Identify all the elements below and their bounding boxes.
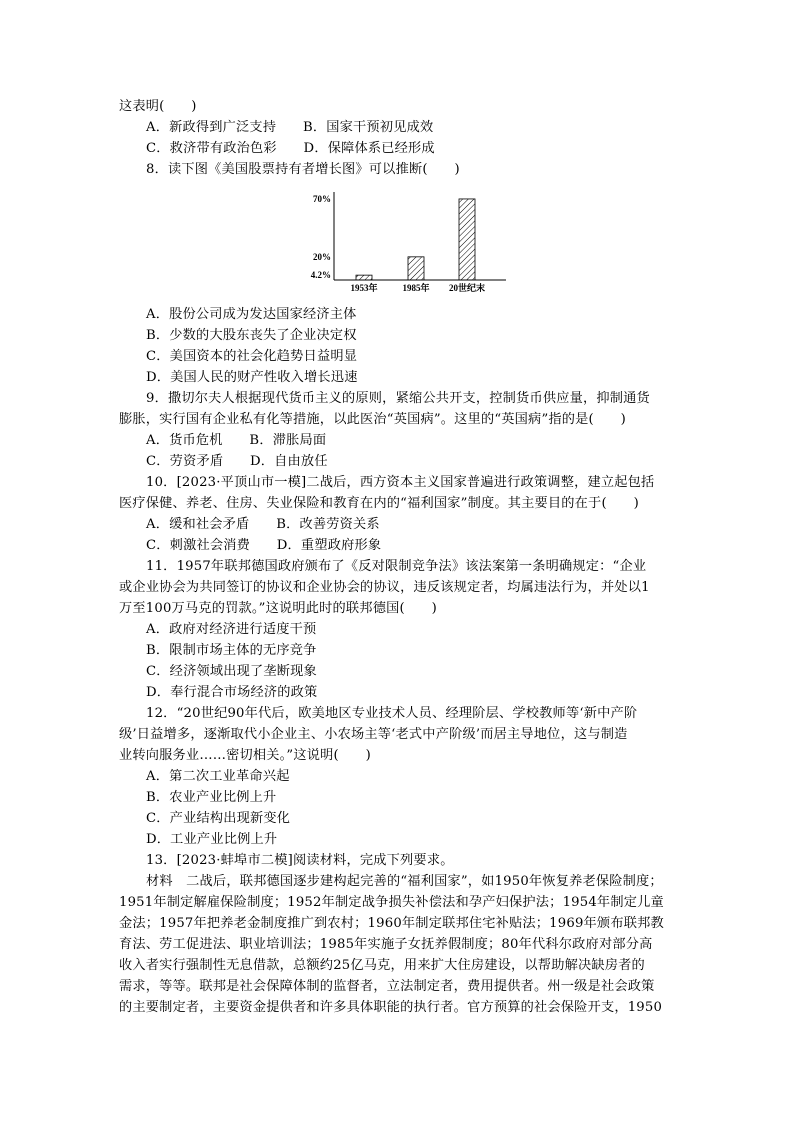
q8-option-b: B．少数的大股东丧失了企业决定权 [146, 328, 357, 343]
question-11-stem-line-3: 万至100万马克的罚款。”这说明此时的联邦德国( ) [119, 601, 437, 616]
question-9-stem-line-1: 9．撒切尔夫人根据现代货币主义的原则，紧缩公共开支，控制货币供应量，抑制通货 [146, 391, 650, 406]
question-10-stem-line-1: 10．[2023·平顶山市一模]二战后，西方资本主义国家普遍进行政策调整，建立起包括 [146, 475, 655, 490]
q12-option-d: D．工业产业比例上升 [146, 832, 278, 847]
q10-options-cd: C．刺激社会消费 D．重塑政府形象 [146, 538, 382, 553]
q9-options-ab: A．货币危机 B．滞胀局面 [146, 433, 327, 448]
material-line-6: 需求，等等。联邦是社会保障体制的监督者，立法制定者，费用提供者。州一级是社会政策 [119, 979, 655, 994]
question-12-stem-line-2: 级’日益增多，逐渐取代小企业主、小农场主等‘老式中产阶级’而居主导地位，这与制造 [119, 727, 628, 742]
material-line-1: 材料 二战后，联邦德国逐步建构起完善的“福利国家”，如1950年恢复养老保险制度； [146, 874, 663, 889]
q11-option-b: B．限制市场主体的无序竞争 [146, 643, 317, 658]
question-9-stem-line-2: 膨胀，实行国有企业私有化等措施，以此医治“英国病”。这里的“英国病”指的是( ) [119, 412, 627, 427]
question-12-stem-line-1: 12．“20世纪90年代后，欧美地区专业技术人员、经理阶层、学校教师等‘新中产阶 [146, 706, 638, 721]
q7-options-ab: A．新政得到广泛支持 B．国家干预初见成效 [146, 120, 434, 135]
q12-option-a: A．第二次工业革命兴起 [146, 769, 290, 784]
question-11-stem-line-1: 11．1957年联邦德国政府颁布了《反对限制竞争法》该法案第一条明确规定：“企业 [146, 559, 647, 574]
q10-options-ab: A．缓和社会矛盾 B．改善劳资关系 [146, 517, 380, 532]
question-11-stem-line-2: 或企业协会为共同签订的协议和企业协会的协议，违反该规定者，均属违法行为，并处以1 [119, 580, 650, 595]
stock-holders-bar-chart [300, 186, 520, 298]
question-12-stem-line-3: 业转向服务业……密切相关。”这说明( ) [119, 748, 372, 763]
y-tick-label: 4.2% [310, 270, 331, 281]
q11-option-c: C．经济领域出现了垄断现象 [146, 664, 317, 679]
q8-option-d: D．美国人民的财产性收入增长迅速 [146, 370, 358, 385]
q8-option-c: C．美国资本的社会化趋势日益明显 [146, 349, 358, 364]
q8-option-a: A．股份公司成为发达国家经济主体 [146, 307, 357, 322]
material-line-5: 收入者实行强制性无息借款，总额约25亿马克，用来扩大住房建设，以帮助解决缺房者的 [119, 958, 645, 973]
material-line-3: 金法；1957年把养老金制度推广到农村；1960年制定联邦住宅补贴法；1969年颁布联邦教 [119, 916, 664, 931]
material-line-4: 育法、劳工促进法、职业培训法；1985年实施子女抚养假制度；80年代科尔政府对部分高 [119, 937, 653, 952]
x-tick-label: 1985年 [402, 283, 430, 293]
bar-2 [459, 199, 475, 280]
q11-option-d: D．奉行混合市场经济的政策 [146, 685, 318, 700]
x-tick-label: 1953年 [350, 283, 378, 293]
q11-option-a: A．政府对经济进行适度干预 [146, 622, 317, 637]
question-10-stem-line-2: 医疗保健、养老、住房、失业保险和教育在内的“福利国家”制度。其主要目的在于( ) [119, 496, 639, 511]
y-tick-label: 70% [313, 193, 331, 204]
bar-1 [408, 257, 424, 280]
material-line-7: 的主要制定者，主要资金提供者和许多具体职能的执行者。官方预算的社会保险开支，1950 [119, 1000, 663, 1015]
material-line-2: 1951年制定解雇保险制度；1952年制定战争损失补偿法和孕产妇保护法；1954年制定儿童 [119, 895, 664, 910]
q7-options-cd: C．救济带有政治色彩 D．保障体系已经形成 [146, 141, 435, 156]
question-8-stem: 8．读下图《美国股票持有者增长图》可以推断( ) [146, 162, 460, 177]
x-tick-label: 20世纪末 [448, 283, 486, 293]
question-13-stem: 13．[2023·蚌埠市二模]阅读材料，完成下列要求。 [146, 853, 454, 868]
bar-0 [356, 275, 372, 280]
q12-option-b: B．农业产业比例上升 [146, 790, 277, 805]
q9-options-cd: C．劳资矛盾 D．自由放任 [146, 454, 328, 469]
y-tick-label: 20% [313, 251, 331, 262]
q12-option-c: C．产业结构出现新变化 [146, 811, 291, 826]
question-7-stem-end: 这表明( ) [119, 99, 197, 114]
